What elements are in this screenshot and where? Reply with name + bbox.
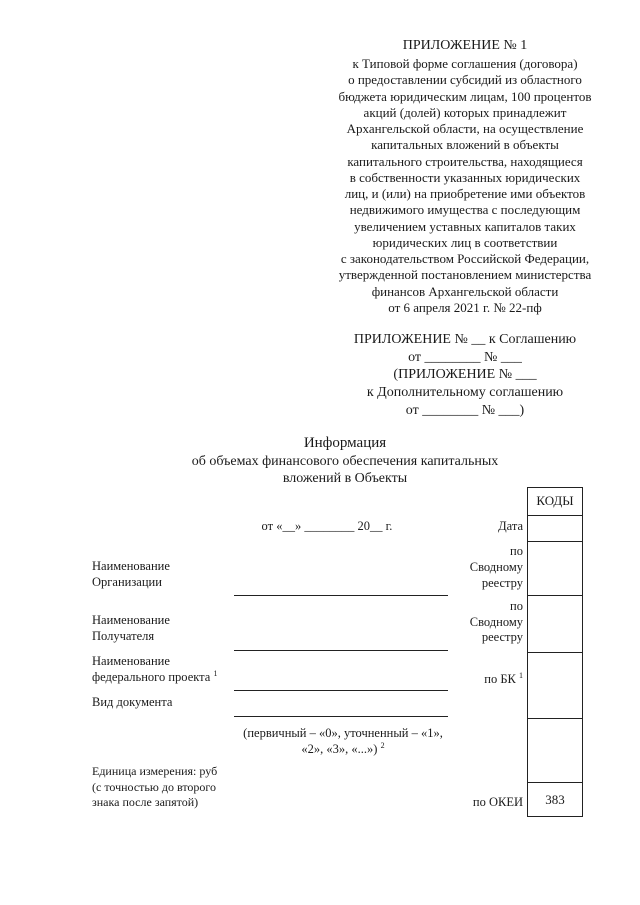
organization-label-line: Организации <box>92 575 162 589</box>
document-heading: Информация <box>303 435 387 451</box>
recipient-label <box>92 613 170 644</box>
agreement-appendix-date: от ________ № ___ <box>408 349 522 365</box>
code-cell-date <box>528 515 582 541</box>
document-title <box>170 434 520 487</box>
okei-code-label: по ОКЕИ <box>472 795 523 809</box>
appendix-basis-line: в собственности указанных юридических <box>349 169 581 185</box>
date-field: от «__» ________ 20__ г. <box>261 519 393 533</box>
footnote-marker: 1 <box>519 671 523 680</box>
federal-project-label-line: Наименование <box>92 654 170 668</box>
appendix-basis-line: капитального строительства, находящиеся <box>347 153 583 169</box>
unit-label <box>92 764 217 811</box>
recipient-code-label <box>470 599 523 646</box>
supplementary-agreement-date: от ________ № ___) <box>405 402 525 418</box>
appendix-basis-line: от 6 апреля 2021 г. № 22-пф <box>388 299 542 315</box>
bk-code-label-text: по БК <box>484 672 516 686</box>
document-type-hint <box>218 725 468 757</box>
footnote-marker: 1 <box>213 668 218 678</box>
appendix-basis-line: акций (долей) которых принадлежит <box>363 104 567 120</box>
registry-label-line: по <box>510 599 523 613</box>
organization-label <box>92 558 170 590</box>
organization-code-label <box>470 543 523 591</box>
document-type-label: Вид документа <box>92 695 173 709</box>
code-cell-organization-registry <box>528 541 582 595</box>
registry-label-line: Сводному <box>469 614 523 629</box>
appendix-basis-line: лиц, и (или) на приобретение ими объектов <box>344 186 586 202</box>
appendix-basis-line: о предоставлении субсидий из областного <box>348 72 582 88</box>
agreement-appendix-line: ПРИЛОЖЕНИЕ № __ к Соглашению <box>353 332 577 347</box>
codes-table <box>527 487 583 817</box>
appendix-basis-line: бюджета юридическим лицам, 100 процентов <box>338 88 592 104</box>
code-cell-recipient-registry <box>528 595 582 652</box>
organization-label-line: Наименование <box>92 559 170 573</box>
appendix-basis-line: финансов Архангельской области <box>371 283 559 299</box>
appendix-basis-line: с законодательством Российской Федерации, <box>340 251 590 267</box>
federal-project-label-line <box>92 670 217 686</box>
document-subtitle-line: вложений в Объекты <box>282 471 408 486</box>
appendix-basis-line: недвижимого имущества с последующим <box>349 202 581 218</box>
supplementary-appendix-line: (ПРИЛОЖЕНИЕ № ___ <box>393 367 537 383</box>
recipient-blank-line <box>234 650 448 651</box>
appendix-basis <box>310 56 620 316</box>
appendix-basis-line: юридических лиц в соответствии <box>372 234 558 250</box>
registry-label-line: Сводному <box>469 560 523 574</box>
appendix-basis-line: к Типовой форме соглашения (договора) <box>352 56 578 71</box>
unit-label-line: знака после запятой) <box>92 795 199 809</box>
codes-header: КОДЫ <box>536 493 574 508</box>
federal-project-blank-line <box>234 690 448 691</box>
federal-project-label-text: федерального проекта <box>92 669 211 684</box>
bk-code-label <box>484 672 523 688</box>
code-cell-bk <box>528 652 582 718</box>
registry-label-line: реестру <box>481 630 523 644</box>
document-type-hint-text: «2», «3», «...») <box>301 742 378 756</box>
document-type-blank-line <box>234 716 448 717</box>
code-cell-document-type <box>528 718 582 782</box>
document-type-hint-line: (первичный – «0», уточненный – «1», <box>243 726 443 740</box>
appendix-basis-line: увеличением уставных капиталов таких <box>354 218 576 234</box>
appendix-title: ПРИЛОЖЕНИЕ № 1 <box>402 38 528 53</box>
agreement-reference <box>310 331 620 420</box>
registry-label-line: по <box>510 544 523 558</box>
footnote-marker: 2 <box>380 741 385 750</box>
federal-project-label <box>92 654 217 685</box>
appendix-basis-line: капитальных вложений в объекты <box>371 137 559 153</box>
organization-blank-line <box>234 595 448 596</box>
document-subtitle-line: об объемах финансового обеспечения капитальных <box>191 454 499 469</box>
code-cell-okei: 383 <box>528 782 582 816</box>
appendix-basis-line: Архангельской области, на осуществление <box>346 121 584 137</box>
unit-label-line: Единица измерения: руб <box>92 764 218 778</box>
registry-label-line: реестру <box>481 576 523 590</box>
date-code-label: Дата <box>498 519 523 533</box>
recipient-label-line: Получателя <box>92 628 155 643</box>
unit-label-line: (с точностью до второго <box>92 779 217 794</box>
recipient-label-line: Наименование <box>92 613 170 627</box>
document-type-hint-line <box>218 741 468 757</box>
appendix-basis-line: утвержденной постановлением министерства <box>338 267 592 283</box>
supplementary-agreement-line: к Дополнительному соглашению <box>366 385 564 401</box>
